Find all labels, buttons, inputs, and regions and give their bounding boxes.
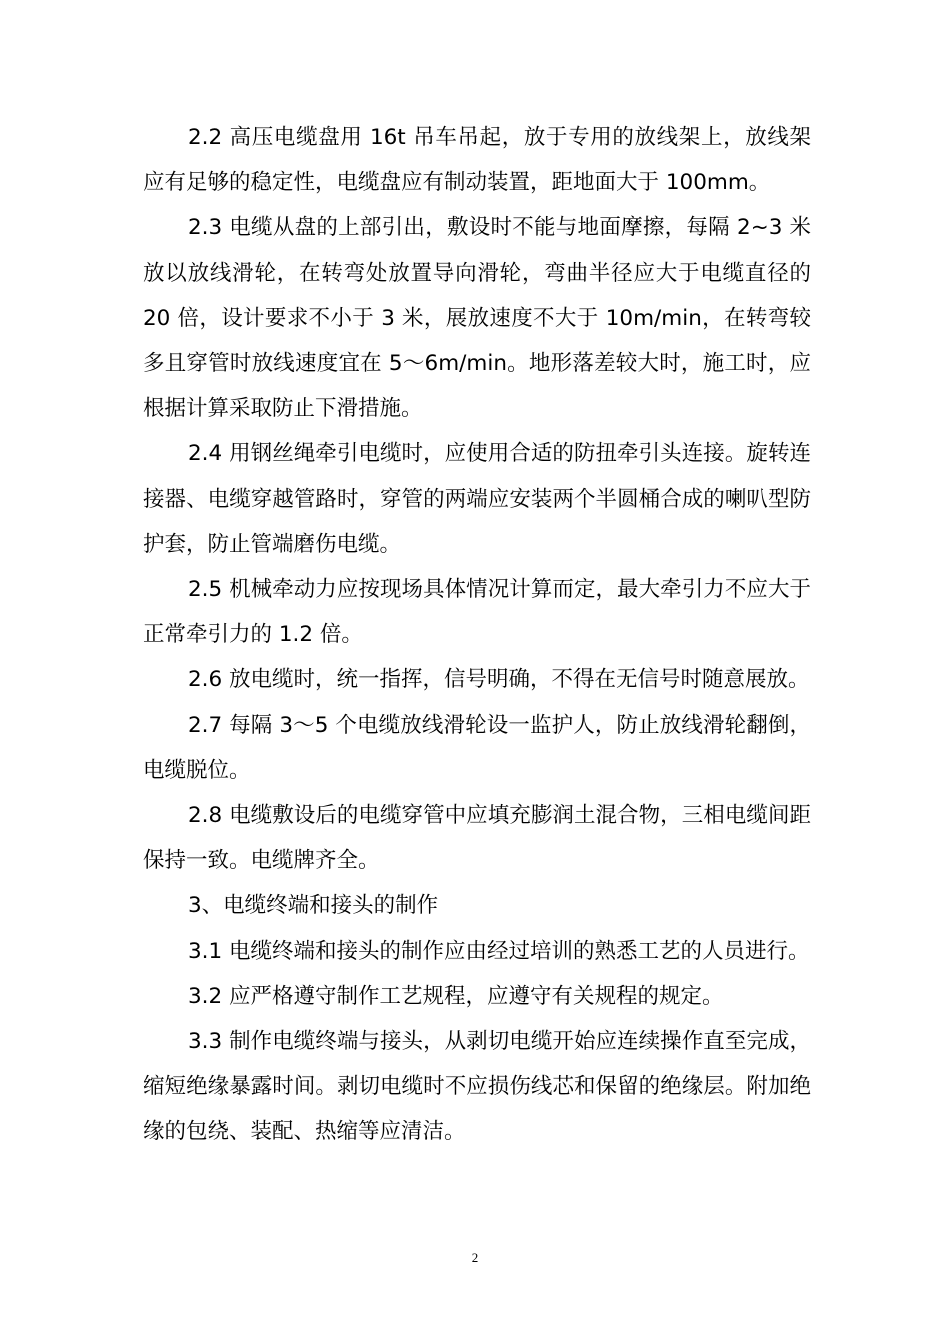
paragraph-2-6: 2.6 放电缆时，统一指挥，信号明确，不得在无信号时随意展放。	[188, 667, 810, 693]
paragraph-2-2: 2.2 高压电缆盘用 16t 吊车吊起，放于专用的放线架上，放线架应有足够的稳定性，电缆盘应有制动装置，距地面大于 100mm。	[143, 125, 811, 196]
paragraph-3-2: 3.2 应严格遵守制作工艺规程，应遵守有关规程的规定。	[188, 983, 724, 1009]
document-body	[143, 115, 811, 1155]
paragraph-2-3: 2.3 电缆从盘的上部引出，敷设时不能与地面摩擦，每隔 2~3 米放以放线滑轮，在转弯处放置导向滑轮，弯曲半径应大于电缆直径的 20 倍，设计要求不小于 3 米，展放速度不大于 10m/min，在转弯较多且穿管时放线速度宜在 5～6m/min。地形落差较大时，施工时，应根据计算采取防止下滑措施。	[143, 215, 811, 422]
paragraph-2-5: 2.5 机械牵动力应按现场具体情况计算而定，最大牵引力不应大于正常牵引力的 1.2 倍。	[143, 577, 811, 648]
paragraph-3-3: 3.3 制作电缆终端与接头，从剥切电缆开始应连续操作直至完成，缩短绝缘暴露时间。剥切电缆时不应损伤线芯和保留的绝缘层。附加绝缘的包绕、装配、热缩等应清洁。	[143, 1029, 811, 1145]
paragraph-2-8: 2.8 电缆敷设后的电缆穿管中应填充膨润土混合物，三相电缆间距保持一致。电缆牌齐全。	[143, 803, 811, 874]
paragraph-3-1: 3.1 电缆终端和接头的制作应由经过培训的熟悉工艺的人员进行。	[188, 938, 810, 964]
section-heading-3: 3、电缆终端和接头的制作	[188, 893, 439, 919]
page-number: 2	[471, 1250, 479, 1265]
paragraph-2-4: 2.4 用钢丝绳牵引电缆时，应使用合适的防扭牵引头连接。旋转连接器、电缆穿越管路时，穿管的两端应安装两个半圆桶合成的喇叭型防护套，防止管端磨伤电缆。	[143, 441, 811, 557]
paragraph-2-7: 2.7 每隔 3～5 个电缆放线滑轮设一监护人，防止放线滑轮翻倒，电缆脱位。	[143, 712, 811, 783]
